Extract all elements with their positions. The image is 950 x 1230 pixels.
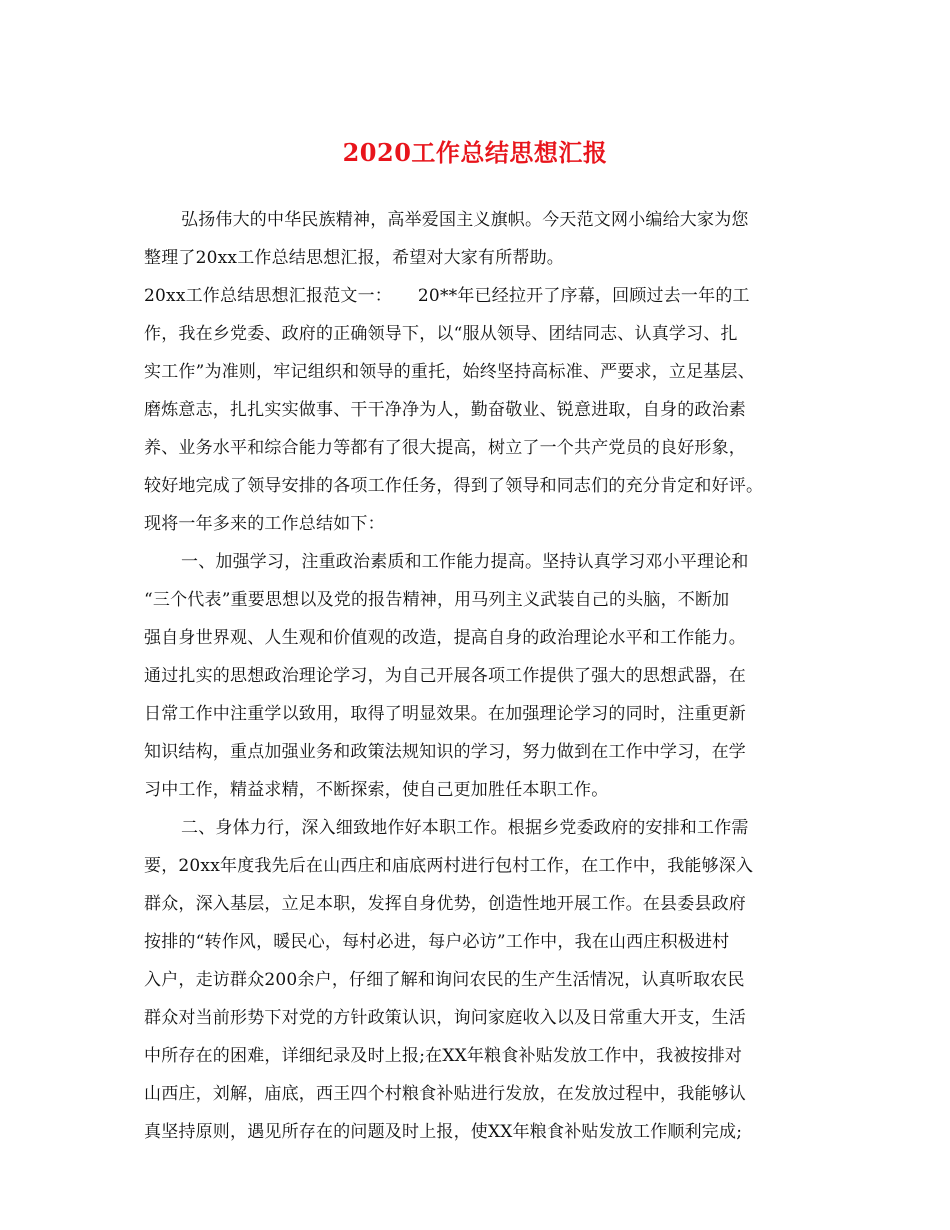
- paragraph-line: 日常工作中注重学以致用，取得了明显效果。在加强理论学习的同时，注重更新: [144, 704, 746, 724]
- paragraph-line: 山西庄，刘解，庙底，西王四个村粮食补贴进行发放，在发放过程中，我能够认: [144, 1084, 746, 1104]
- paragraph-line: 按排的“转作风，暖民心，每村必进，每户必访”工作中，我在山西庄积极进村: [144, 932, 730, 952]
- paragraph-line: 实工作”为准则，牢记组织和领导的重托，始终坚持高标准、严要求，立足基层、: [144, 362, 755, 382]
- paragraph-line: 中所存在的困难，详细纪录及时上报;在XX年粮食补贴发放工作中，我被按排对: [144, 1046, 743, 1066]
- paragraph-line: 一、加强学习，注重政治素质和工作能力提高。坚持认真学习邓小平理论和: [181, 552, 749, 572]
- document-title: 2020工作总结思想汇报: [342, 138, 608, 167]
- paragraph-line: 磨炼意志，扎扎实实做事、干干净净为人，勤奋敬业、锐意进取，自身的政治素: [144, 400, 746, 420]
- paragraph-line: 作，我在乡党委、政府的正确领导下，以“服从领导、团结同志、认真学习、扎: [144, 324, 738, 344]
- paragraph-line: 通过扎实的思想政治理论学习，为自己开展各项工作提供了强大的思想武器，在: [144, 666, 746, 686]
- paragraph-line: 群众对当前形势下对党的方针政策认识，询问家庭收入以及日常重大开支，生活: [144, 1008, 746, 1028]
- paragraph-line: 要，20xx年度我先后在山西庄和庙底两村进行包村工作，在工作中，我能够深入: [144, 856, 754, 876]
- paragraph-line: 较好地完成了领导安排的各项工作任务，得到了领导和同志们的充分肯定和好评。: [144, 476, 764, 496]
- paragraph-line: 群众，深入基层，立足本职，发挥自身优势，创造性地开展工作。在县委县政府: [144, 894, 746, 914]
- paragraph-line: “三个代表”重要思想以及党的报告精神，用马列主义武装自己的头脑，不断加: [144, 590, 730, 610]
- paragraph-line: 入户，走访群众200余户，仔细了解和询问农民的生产生活情况，认真听取农民: [144, 970, 745, 990]
- paragraph-line: 养、业务水平和综合能力等都有了很大提高，树立了一个共产党员的良好形象，: [144, 438, 746, 458]
- paragraph-line: 知识结构，重点加强业务和政策法规知识的学习，努力做到在工作中学习，在学: [144, 742, 746, 762]
- paragraph-line: 整理了20xx工作总结思想汇报，希望对大家有所帮助。: [144, 248, 565, 268]
- paragraph-line: 现将一年多来的工作总结如下：: [144, 514, 385, 534]
- paragraph-line: 弘扬伟大的中华民族精神，高举爱国主义旗帜。今天范文网小编给大家为您: [181, 210, 749, 230]
- paragraph-line: 真坚持原则，遇见所存在的问题及时上报，使XX年粮食补贴发放工作顺利完成;: [144, 1122, 743, 1142]
- paragraph-line: 习中工作，精益求精，不断探索，使自己更加胜任本职工作。: [144, 780, 609, 800]
- paragraph-line: 20xx工作总结思想汇报范文一： 20**年已经拉开了序幕，回顾过去一年的工: [144, 286, 750, 306]
- paragraph-line: 二、身体力行，深入细致地作好本职工作。根据乡党委政府的安排和工作需: [181, 818, 749, 838]
- paragraph-line: 强自身世界观、人生观和价值观的改造，提高自身的政治理论水平和工作能力。: [144, 628, 746, 648]
